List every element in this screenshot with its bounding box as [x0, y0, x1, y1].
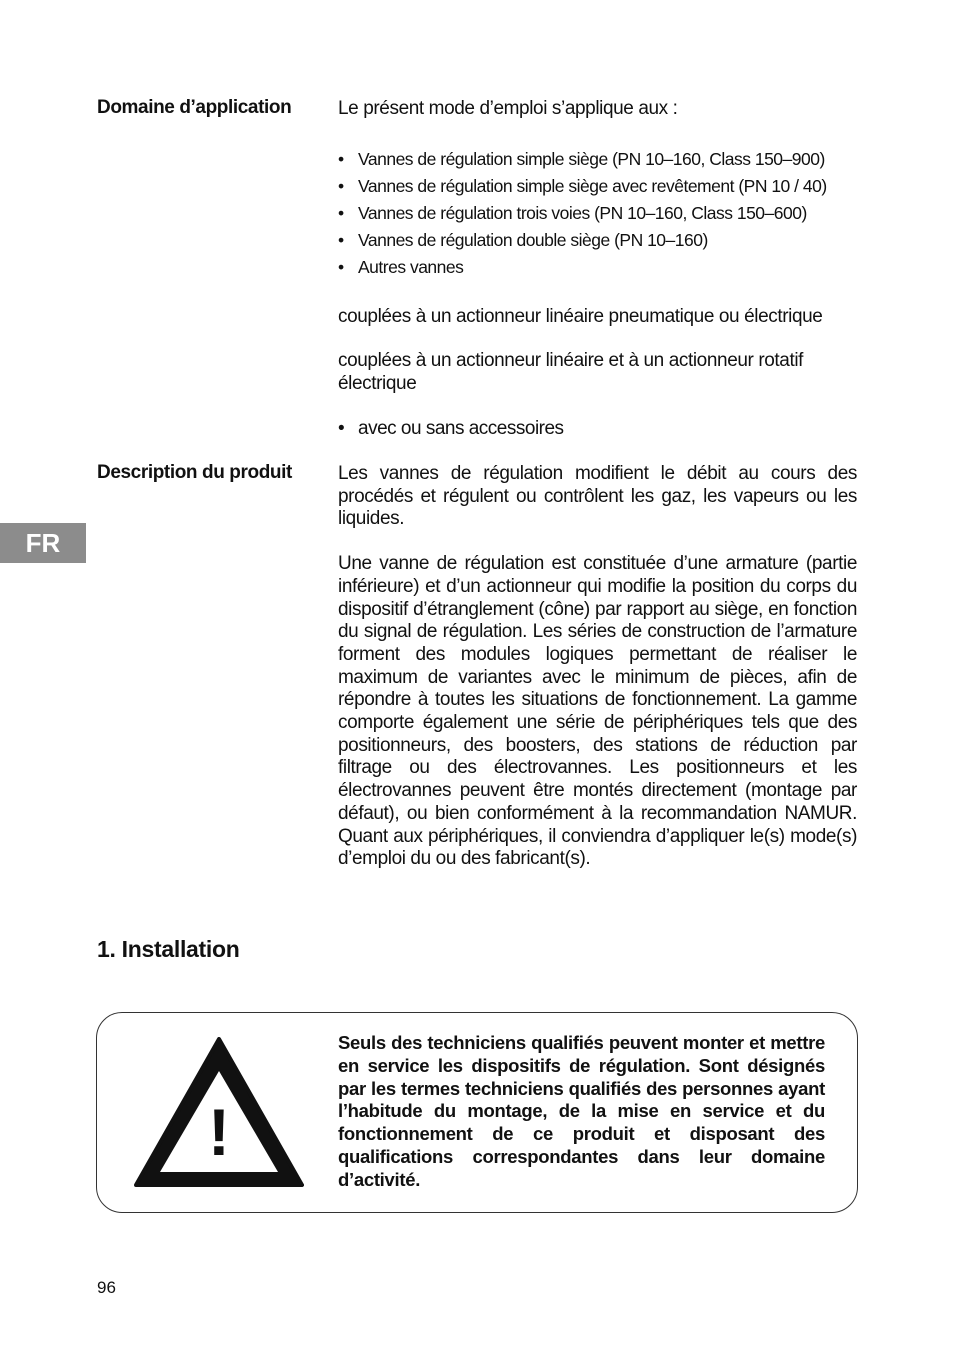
description-paragraph: Une vanne de régulation est constituée d’une armature (partie inférieure) et d’un actionneur qui modifie la position du corps du dispositif d’étranglement (cône) par rapport au siège, en fonction du signal de régulation. Les séries de construction de l’armature forment des modules logiques permettant de réaliser le maximum de variantes avec le minimum de pièces, afin de répondre à toutes les situations de fonctionnement. La gamme comporte également une série de périphériques tels que des positionneurs, des boosters, des stations de réduction par filtrage ou des électrovannes. Les positionneurs et les électrovannes peuvent être montés directement (montage par défaut), ou bien conformément à la recommandation NAMUR. Quant aux périphériques, il conviendra d’appliquer le(s) mode(s) d’emploi du ou des fabricant(s). — [338, 553, 857, 870]
list-item: • Vannes de régulation simple siège avec revêtement (PN 10 / 40) — [338, 175, 857, 202]
domaine-intro: Le présent mode d’emploi s’applique aux : — [338, 98, 678, 119]
page-number: 96 — [97, 1278, 116, 1297]
list-item: • Vannes de régulation trois voies (PN 10–160, Class 150–600) — [338, 202, 857, 229]
list-item: • Vannes de régulation simple siège (PN 10–160, Class 150–900) — [338, 148, 857, 175]
domaine-paragraph: couplées à un actionneur linéaire pneumatique ou électrique — [338, 305, 823, 327]
description-paragraph: Les vannes de régulation modifient le débit au cours des procédés et régulent ou contrôlent les gaz, les vapeurs ou les liquides. — [338, 463, 857, 530]
section-body-description — [338, 463, 857, 871]
section-label-description: Description du produit — [97, 462, 292, 483]
list-item: • avec ou sans accessoires — [338, 418, 857, 445]
warning-text: Seuls des techniciens qualifiés peuvent monter et mettre en service les dispositifs de régulation. Sont désignés par les termes techniciens qualifiés des personnes ayant l’habitude du montage, de la mise en service et du fonctionnement de ce produit et disposant des qualifications correspondantes dans leur domaine d’activité. — [338, 1032, 825, 1190]
section-body-domaine — [338, 98, 857, 445]
language-tab: FR — [0, 523, 86, 563]
warning-box — [96, 1012, 858, 1213]
warning-triangle-icon — [134, 1037, 304, 1189]
warning-exclamation: ! — [208, 1095, 230, 1169]
list-item: • Autres vannes — [338, 256, 857, 283]
accessories-list — [338, 418, 857, 445]
list-item: • Vannes de régulation double siège (PN 10–160) — [338, 229, 857, 256]
installation-heading: 1. Installation — [97, 936, 240, 962]
domaine-paragraph: couplées à un actionneur linéaire et à un actionneur rotatif électrique — [338, 350, 804, 395]
valve-type-list — [338, 148, 857, 284]
section-label-domaine: Domaine d’application — [97, 97, 292, 118]
